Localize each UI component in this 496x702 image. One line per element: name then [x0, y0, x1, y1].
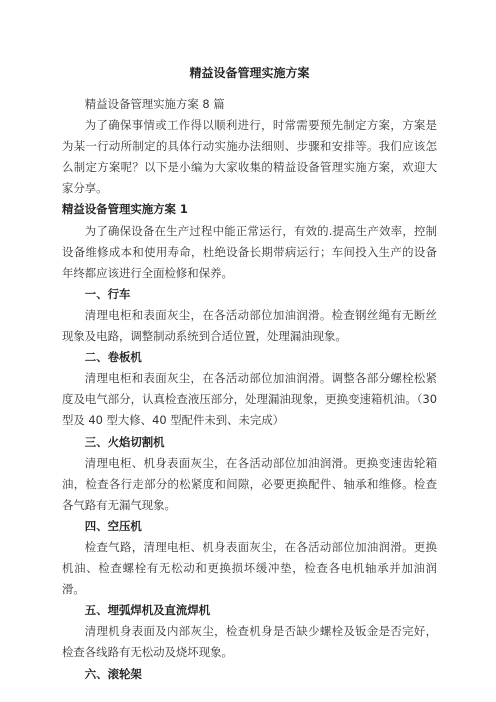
item-heading-roller-frame: 六、滚轮架	[84, 666, 142, 681]
document-title: 精益设备管理实施方案	[189, 66, 310, 80]
item-heading-plate-rolling-machine: 二、卷板机	[84, 350, 142, 365]
item-text-plate-rolling-machine: 清理电柜和表面灰尘，在各活动部位加油润滑。调整各部分螺栓松紧度及电气部分，认真检查液压部分，处理漏油现象，更换变速箱机油。（30 型及 40 型大修、40 型配件未到、未完成）	[62, 371, 437, 428]
item-heading-crane: 一、行车	[84, 286, 131, 301]
item-text-welders: 清理机身表面及内部灰尘，检查机身是否缺少螺栓及钣金是否完好，检查各线路有无松动及烧坏现象。	[62, 624, 437, 660]
item-heading-welders: 五、埋弧焊机及直流焊机	[84, 603, 211, 618]
document-subtitle: 精益设备管理实施方案 8 篇	[84, 97, 225, 111]
section-intro-paragraph: 为了确保设备在生产过程中能正常运行，有效的.提高生产效率，控制设备维修成本和使用寿命，杜绝设备长期带病运行；车间投入生产的设备年终都应该进行全面检修和保养。	[62, 223, 437, 280]
section-title: 精益设备管理实施方案 1	[62, 202, 188, 217]
item-heading-air-compressor: 四、空压机	[84, 518, 142, 533]
item-text-flame-cutter: 清理电柜、机身表面灰尘，在各活动部位加油润滑。更换变速齿轮箱油，检查各行走部分的松紧度和间隙，必要更换配件、轴承和维修。检查各气路有无漏气现象。	[62, 455, 437, 512]
item-text-crane: 清理电柜和表面灰尘，在各活动部位加油润滑。检查钢丝绳有无断丝现象及电路，调整制动系统到合适位置，处理漏油现象。	[62, 307, 437, 344]
intro-paragraph: 为了确保事情或工作得以顺利进行，时常需要预先制定方案，方案是为某一行动所制定的具体行动实施办法细则、步骤和安排等。我们应该怎么制定方案呢？以下是小编为大家收集的精益设备管理实施方案，欢迎大家分享。	[62, 118, 437, 196]
item-heading-flame-cutter: 三、火焰切割机	[84, 434, 165, 449]
item-text-air-compressor: 检查气路，清理电柜、机身表面灰尘，在各活动部位加油润滑。更换机油、检查螺栓有无松动和更换损坏缓冲垫，检查各电机轴承并加油润滑。	[62, 539, 437, 597]
